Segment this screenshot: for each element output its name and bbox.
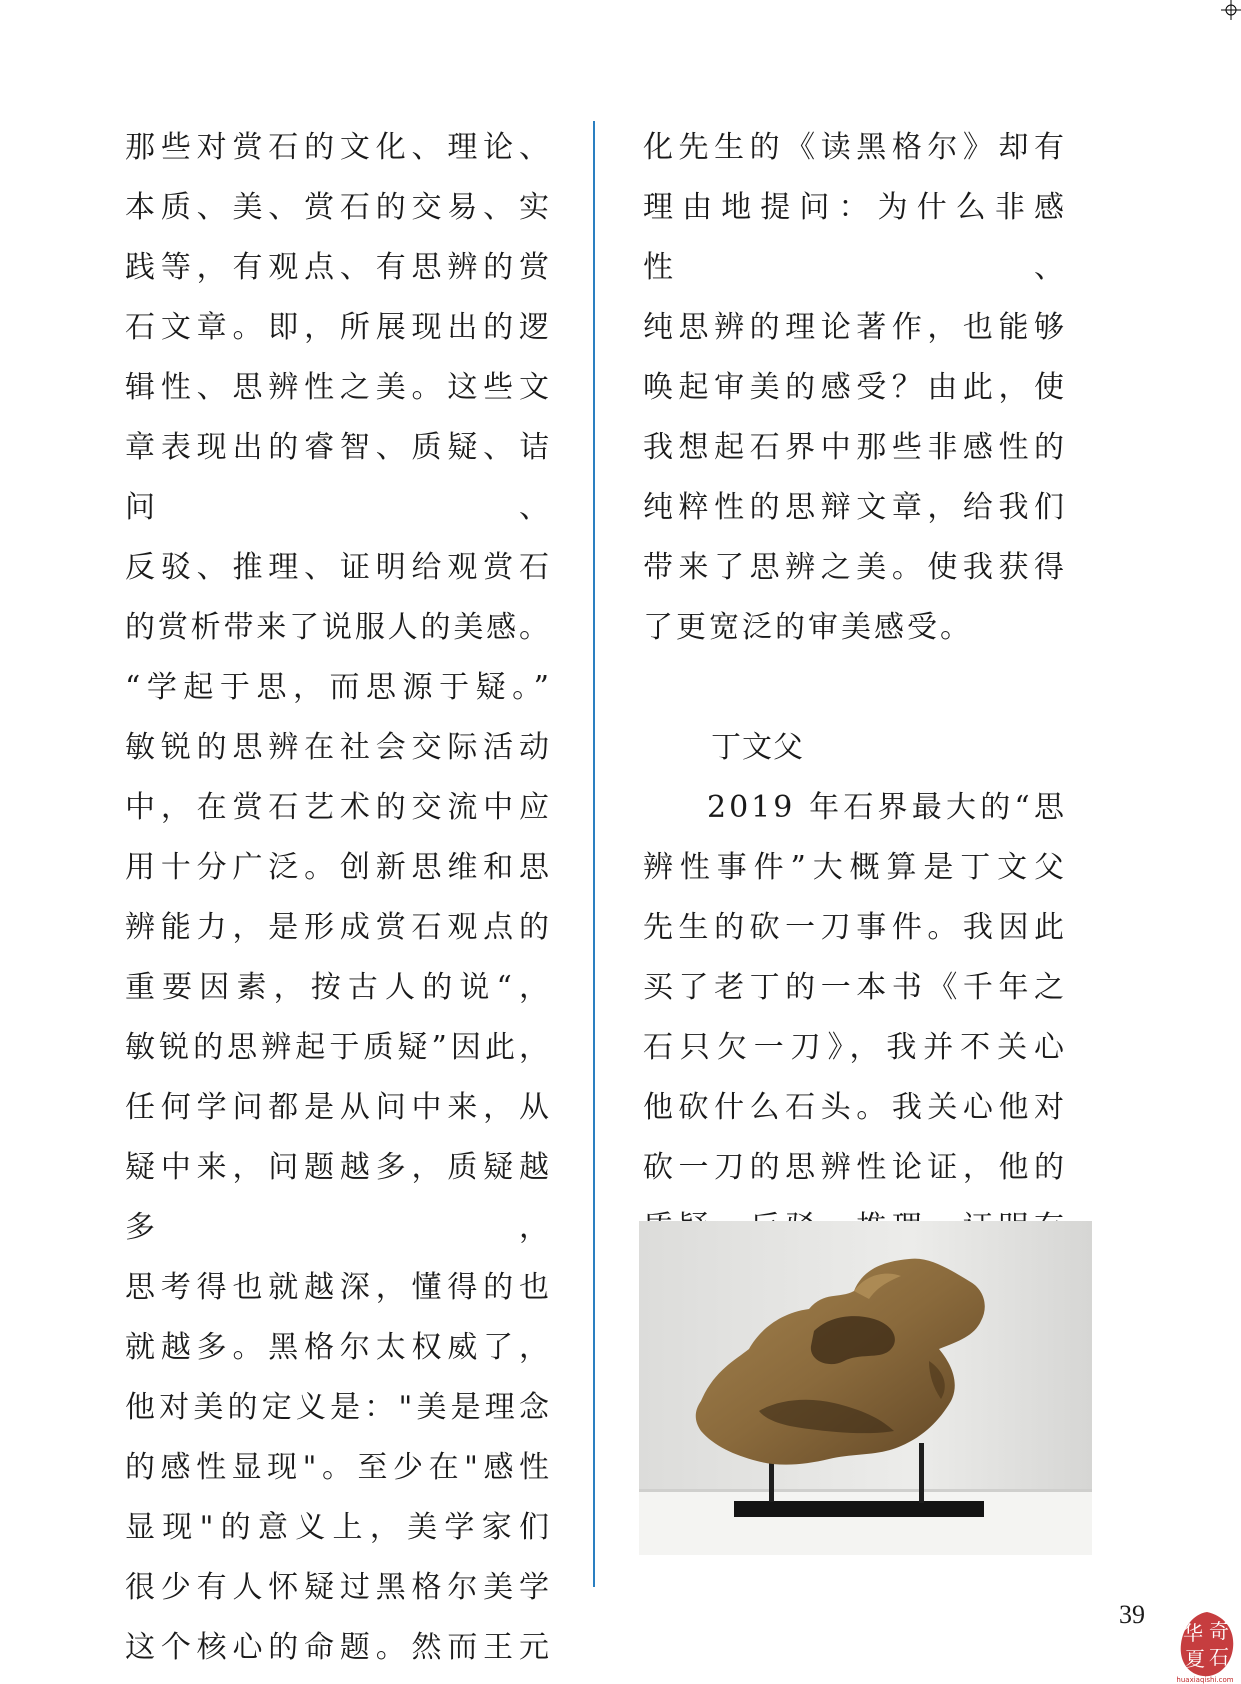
watermark-glyph-hua: 华 [1183, 1621, 1203, 1645]
text-line: 他砍什么石头。我关心他对 [643, 1090, 1067, 1125]
text-line: 石文章。即，所展现出的逻 [125, 310, 551, 345]
text-line: 带来了思辨之美。使我获得 [643, 550, 1067, 585]
text-line: 理由地提问：为什么非感性、 [643, 190, 1067, 285]
text-line: 2019 年石界最大的“思 [707, 790, 1067, 825]
watermark-glyph-shi: 石 [1209, 1645, 1229, 1669]
text-line: 了更宽泛的审美感受。 [643, 610, 973, 645]
text-line: “学起于思，而思源于疑。” [125, 670, 551, 705]
text-line: 石只欠一刀》，我并不关心 [643, 1030, 1067, 1065]
text-line: 辨能力，是形成赏石观点的 [125, 910, 551, 945]
text-line: 就越多。黑格尔太权威了， [125, 1330, 551, 1365]
text-line: 反驳、推理、证明给观赏石 [125, 550, 551, 585]
column-divider [593, 121, 595, 1587]
right-text-column [643, 118, 1067, 1258]
section-heading: 丁文父 [711, 730, 804, 765]
text-line: 我想起石界中那些非感性的 [643, 430, 1067, 465]
text-line: 思考得也就越深，懂得的也 [125, 1270, 551, 1305]
paragraph-gap [643, 658, 1067, 718]
text-line: 唤起审美的感受？由此，使 [643, 370, 1067, 405]
text-line: 的感性显现"。至少在"感性 [125, 1450, 551, 1485]
page-number: 39 [1119, 1600, 1145, 1629]
text-line: 本质、美、赏石的交易、实 [125, 190, 551, 225]
text-line: 中，在赏石艺术的交流中应 [125, 790, 551, 825]
text-line: 买了老丁的一本书《千年之 [643, 970, 1067, 1005]
text-line: 很少有人怀疑过黑格尔美学 [125, 1570, 551, 1605]
text-line: 那些对赏石的文化、理论、 [125, 130, 551, 165]
text-line: 敏锐的思辨在社会交际活动 [125, 730, 551, 765]
watermark-glyph-xia: 夏 [1185, 1647, 1205, 1671]
text-line: 纯思辨的理论著作，也能够 [643, 310, 1067, 345]
scholar-stone-photo [639, 1221, 1092, 1555]
text-line: 的赏析带来了说服人的美感。 [125, 610, 551, 645]
text-line: 化先生的《读黑格尔》却有 [643, 130, 1067, 165]
text-line: 先生的砍一刀事件。我因此 [643, 910, 1067, 945]
watermark-logo [1173, 1606, 1241, 1684]
text-line: 这个核心的命题。然而王元 [125, 1630, 551, 1665]
crop-mark-icon [1221, 0, 1241, 20]
text-line: 践等，有观点、有思辨的赏 [125, 250, 551, 285]
text-line: 纯粹性的思辩文章，给我们 [643, 490, 1067, 525]
text-line: 砍一刀的思辨性论证，他的 [643, 1150, 1067, 1185]
watermark-url: huaxiaqishi.com [1176, 1676, 1234, 1684]
text-line: 显现"的意义上，美学家们 [125, 1510, 551, 1545]
text-line: 他对美的定义是："美是理念 [125, 1390, 551, 1425]
watermark-glyph-qi: 奇 [1209, 1619, 1229, 1643]
text-line: 任何学问都是从问中来，从 [125, 1090, 551, 1125]
text-line: 用十分广泛。创新思维和思 [125, 850, 551, 885]
text-line: 辨性事件”大概算是丁文父 [643, 850, 1067, 885]
text-line: 敏锐的思辨起于质疑”因此， [125, 1030, 551, 1065]
text-line: 重要因素，按古人的说“， [125, 970, 551, 1005]
text-line: 章表现出的睿智、质疑、诘问、 [125, 430, 551, 525]
left-text-column [125, 118, 551, 1678]
text-line: 疑中来，问题越多，质疑越多， [125, 1150, 551, 1245]
text-line: 辑性、思辨性之美。这些文 [125, 370, 551, 405]
